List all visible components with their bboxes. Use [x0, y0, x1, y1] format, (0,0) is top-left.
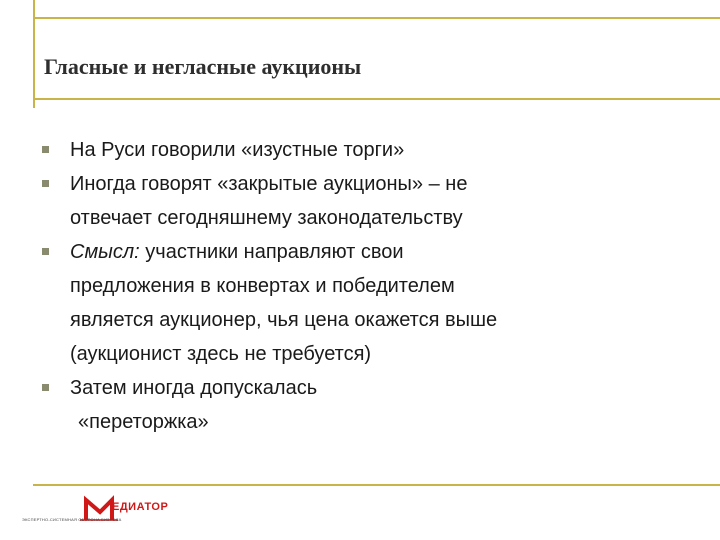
bullet-line: предложения в конвертах и победителем [70, 275, 455, 297]
bullet-line: (аукционист здесь не требуется) [70, 343, 372, 365]
bullet-line: На Руси говорили «изустные торги» [70, 139, 405, 161]
logo-caption: ЭКСПЕРТНО-СИСТЕМНАЯ ОБОРОНА БИЗНЕСА [22, 517, 122, 522]
bullet-line: Затем иногда допускалась [70, 377, 318, 399]
bullet-line: является аукционер, чья цена окажется выше [70, 309, 498, 331]
top-rule [33, 17, 720, 19]
bullet-item [42, 235, 497, 371]
square-bullet-icon [42, 248, 49, 255]
bottom-rule [33, 484, 720, 486]
bullet-item [42, 133, 497, 167]
slide-title: Гласные и негласные аукционы [44, 54, 362, 79]
bullet-emphasis: Смысл: [70, 241, 140, 263]
bullet-line-text: участники направляют свои [139, 241, 404, 263]
bullet-item [42, 371, 497, 439]
left-rule [33, 0, 35, 108]
title-separator [33, 98, 720, 100]
bullet-line: «переторжка» [78, 411, 209, 433]
square-bullet-icon [42, 180, 49, 187]
bullet-line: отвечает сегодняшнему законодательству [70, 207, 463, 229]
bullet-item [42, 167, 497, 235]
bullet-line: Иногда говорят «закрытые аукционы» – не [70, 173, 468, 195]
square-bullet-icon [42, 384, 49, 391]
square-bullet-icon [42, 146, 49, 153]
bullet-list [42, 133, 497, 439]
bullet-line [70, 235, 497, 269]
logo-wordmark: ЕДИАТОР [112, 501, 169, 513]
